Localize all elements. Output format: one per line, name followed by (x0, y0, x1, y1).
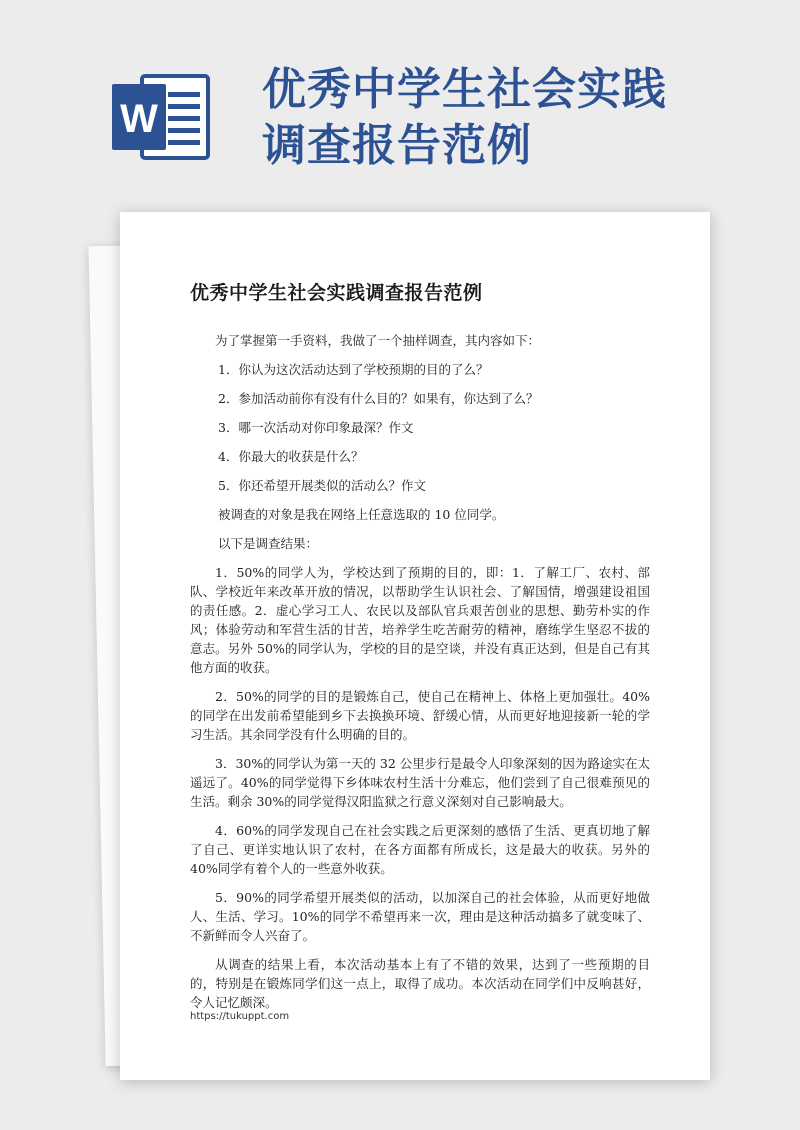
result-paragraph: 5．90%的同学希望开展类似的活动，以加深自己的社会体验，从而更好地做人、生活、学习。10%的同学不希望再来一次，理由是这种活动搞多了就变味了、不新鲜而令人兴奋了。 (190, 890, 650, 943)
results-heading: 以下是调查结果： (218, 536, 319, 551)
question-item: 3．哪一次活动对你印象最深？作文 (218, 420, 414, 435)
intro-paragraph: 为了掌握第一手资料，我做了一个抽样调查，其内容如下： (215, 333, 541, 348)
footer-url: https://tukuppt.com (190, 1011, 290, 1022)
question-item: 2．参加活动前你有没有什么目的？如果有，你达到了么？ (218, 391, 539, 406)
document-title: 优秀中学生社会实践调查报告范例 (190, 282, 483, 304)
result-paragraph: 1．50%的同学人为，学校达到了预期的目的，即：1．了解工厂、农村、部队、学校近年来改革开放的情况，以帮助学生认识社会、了解国情，增强建设祖国的责任感。2．虚心学习工人、农民以及部队官兵艰苦创业的思想、勤劳朴实的作风；体验劳动和军营生活的甘苦，培养学生吃苦耐劳的精神，磨练学生坚忍不拔的意志。另外 50%的同学认为，学校的目的是空谈，并没有真正达到，但是自己有其他方面的收获。 (190, 565, 650, 675)
question-item: 4．你最大的收获是什么？ (218, 449, 364, 464)
question-item: 1．你认为这次活动达到了学校预期的目的了么？ (218, 362, 489, 377)
subjects-line: 被调查的对象是我在网络上任意选取的 10 位同学。 (218, 507, 505, 522)
word-logo-letter: W (120, 97, 158, 141)
document-page (120, 212, 710, 1080)
result-paragraph: 3．30%的同学认为第一天的 32 公里步行是最令人印象深刻的因为路途实在太遥远了。40%的同学觉得下乡体味农村生活十分难忘，他们尝到了自己很难预见的生活。剩余 30%的同学觉得汉阳监狱之行意义深刻对自己影响最大。 (190, 756, 650, 809)
header-title: 优秀中学生社会实践调查报告范例 (262, 64, 667, 171)
result-paragraph: 4．60%的同学发现自己在社会实践之后更深刻的感悟了生活、更真切地了解了自己、更详实地认识了农村，在各方面都有所成长，这是最大的收获。另外的 40%同学有着个人的一些意外收获。 (190, 823, 650, 876)
word-document-icon (112, 72, 212, 162)
result-paragraph: 2．50%的同学的目的是锻炼自己，使自己在精神上、体格上更加强壮。40%的同学在出发前希望能到乡下去换换环境、舒缓心情，从而更好地迎接新一轮的学习生活。其余同学没有什么明确的目的。 (190, 689, 650, 742)
summary-paragraph: 从调查的结果上看，本次活动基本上有了不错的效果，达到了一些预期的目的，特别是在锻炼同学们这一点上，取得了成功。本次活动在同学们中反响甚好，令人记忆颇深。 (190, 957, 650, 1010)
question-item: 5．你还希望开展类似的活动么？作文 (218, 478, 426, 493)
question-list (190, 360, 650, 495)
